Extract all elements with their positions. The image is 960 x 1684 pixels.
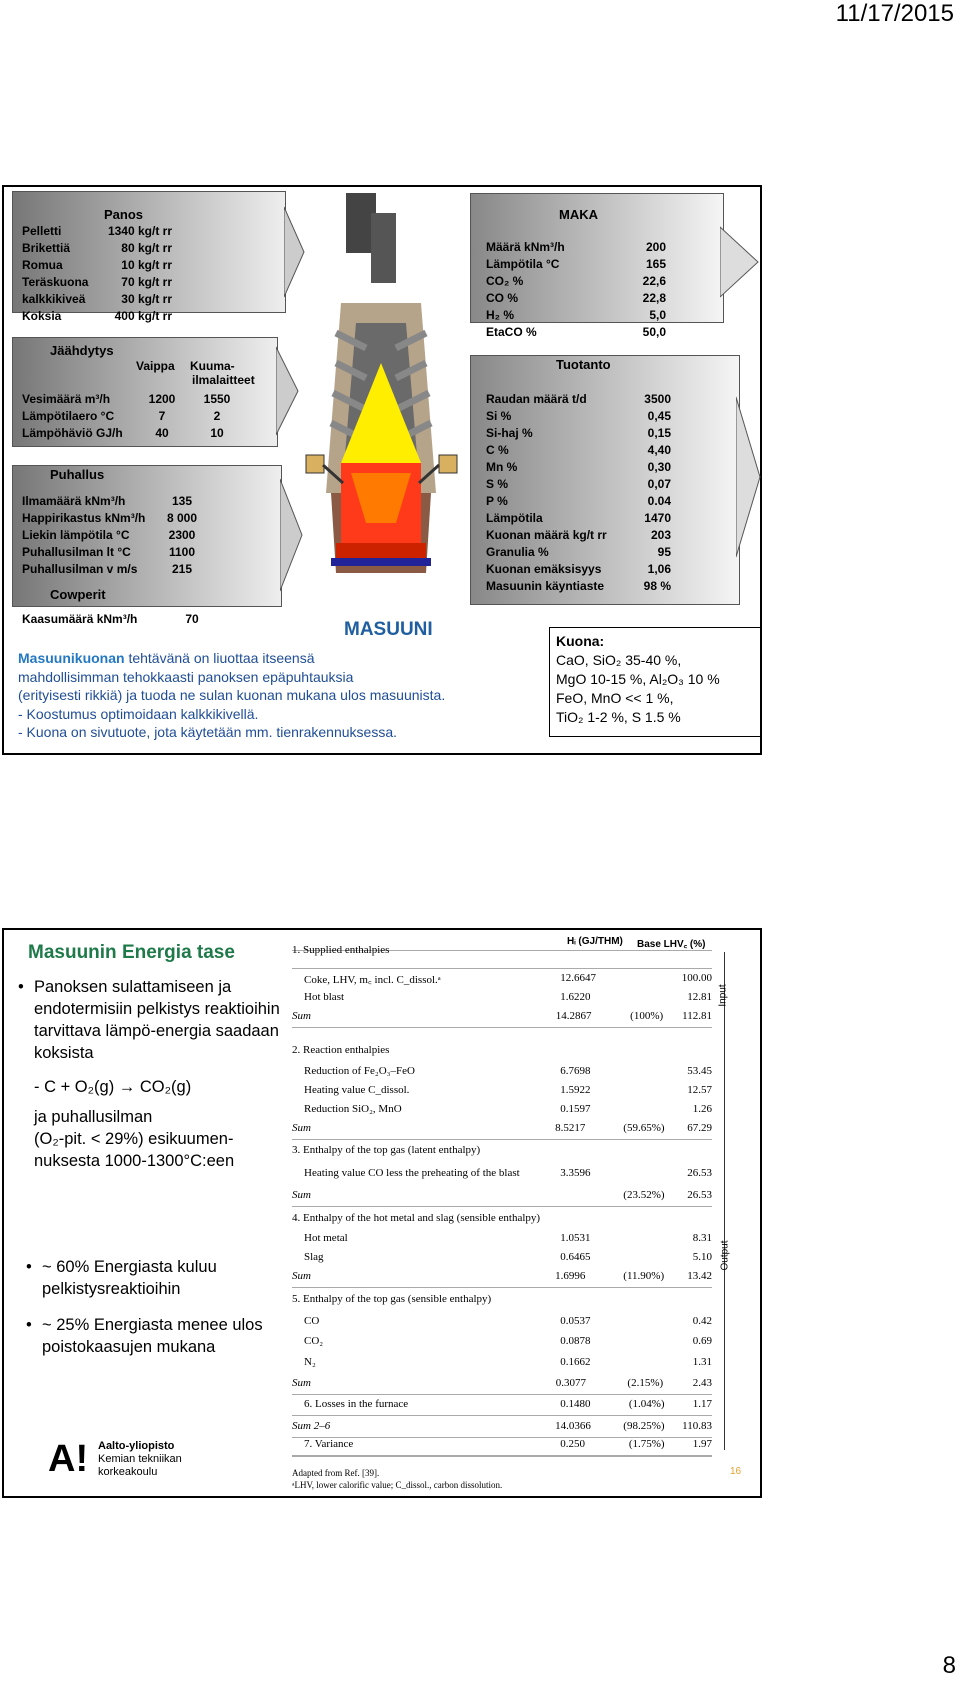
enthalpy-row <box>292 1084 712 1096</box>
enthalpy-cell-c2: 1.6996 <box>555 1270 586 1282</box>
enthalpy-row <box>292 991 712 1003</box>
enthalpy-cell-c4: 110.83 <box>682 1420 712 1432</box>
enthalpy-row <box>292 1122 712 1134</box>
enthalpy-cell-c4: 100.00 <box>681 972 712 984</box>
table-rule <box>292 1027 712 1028</box>
enthalpy-cell-c2: 1.0531 <box>560 1232 591 1244</box>
enthalpy-cell-c3 <box>627 1335 665 1347</box>
enthalpy-cell-c3 <box>624 1293 663 1305</box>
enthalpy-cell-c4 <box>663 1044 712 1056</box>
enthalpy-cell-c3: (11.90%) <box>623 1270 665 1282</box>
enthalpy-cell-c3: (1.04%) <box>628 1398 665 1410</box>
enthalpy-cell-c1: Sum <box>292 1122 311 1134</box>
bullet-60: • ~ 60% Energiasta kuluu pelkistysreaktioihin <box>26 1256 272 1300</box>
enthalpy-cell-c3 <box>627 1356 665 1368</box>
input-label: Input <box>717 984 729 1007</box>
slide-masuuni <box>2 185 762 755</box>
enthalpy-cell-c1: Coke, LHV, m꜀ incl. C_dissol.ᵃ <box>304 974 441 986</box>
enthalpy-row <box>292 1293 712 1305</box>
enthalpy-cell-c3: (98.25%) <box>623 1420 665 1432</box>
enthalpy-cell-c2: 0.1662 <box>560 1356 591 1368</box>
slide2-title: Masuunin Energia tase <box>28 942 235 963</box>
enthalpy-cell-c1: 6. Losses in the furnace <box>304 1398 409 1410</box>
reaction-line: - C + O₂(g) → CO₂(g) <box>34 1078 192 1096</box>
enthalpy-row <box>292 1335 712 1347</box>
enthalpy-cell-c4: 112.81 <box>682 1010 712 1022</box>
enthalpy-cell-c2: 0.0878 <box>560 1335 591 1347</box>
enthalpy-cell-c1: Reduction SiO₂, MnO <box>304 1103 402 1115</box>
enthalpy-row <box>292 1270 712 1282</box>
enthalpy-table <box>292 930 752 1498</box>
enthalpy-cell-c3 <box>627 1167 665 1179</box>
panos-title: Panos <box>104 207 144 222</box>
enthalpy-row <box>292 1144 712 1156</box>
maka-arrow-tip <box>720 207 760 317</box>
enthalpy-row <box>292 1103 712 1115</box>
enthalpy-cell-c1: 4. Enthalpy of the hot metal and slag (sensible enthalpy) <box>292 1212 541 1224</box>
enthalpy-row <box>292 1044 712 1056</box>
output-label: Output <box>719 1240 731 1271</box>
jaahdytys-arrow-tip <box>276 333 300 449</box>
enthalpy-cell-c2: 12.6647 <box>560 972 596 984</box>
enthalpy-row <box>292 1438 712 1450</box>
enthalpy-cell-c4: 1.26 <box>692 1103 712 1115</box>
enthalpy-cell-c2: 1.6220 <box>560 991 591 1003</box>
blast-furnace-illustration <box>301 193 461 613</box>
enthalpy-cell-c3 <box>627 1232 665 1244</box>
enthalpy-cell-c1: Sum 2–6 <box>292 1420 331 1432</box>
table-rule <box>292 1415 712 1416</box>
enthalpy-cell-c4: 8.31 <box>692 1232 712 1244</box>
enthalpy-cell-c4 <box>663 944 712 956</box>
enthalpy-cell-c2 <box>556 1293 624 1305</box>
tuotanto-title: Tuotanto <box>556 357 611 372</box>
enthalpy-cell-c2: 0.250 <box>560 1438 585 1450</box>
enthalpy-cell-c2: 1.5922 <box>560 1084 591 1096</box>
puhallus-table: Ilmamäärä kNm³/h 135 Happirikastus kNm³/h 8 000 Liekin lämpötila °C 2300 Puhallusilman lt °C 1100 Puhallusilman v m/s 215 <box>22 494 198 576</box>
slide-energia-tase: Masuunin Energia tase • Panoksen sulattamiseen ja endotermisiin pelkistys reaktioihin tarvittava lämpö-energia saadaan koksista - C + O₂(g) → CO₂(g) ja puhallusilman (O₂-pit. < 29%) esikuumen- nuksesta 1000-1300°C:een • ~ 60% Energiasta kuluu pelkistysreaktioihin • ~ 25% Energiasta menee ulos poistokaasujen mukana A! Aalto-yliopisto Kemian tekniikan korkeakoulu Hᵢ (GJ/THM) Base LHV꜀ (%) 1. Supplied enthalpies Coke, LHV, m꜀ incl. C_dissol.ᵃ 12.6647 100.00 Hot blast 1.6220 12.81 Sum 14.2867 (100%) 112.81 2. Reaction enthalpies Reduction of Fe₂O₃–FeO 6.7698 53.45 Heating value C_dissol. 1.5922 12.57 Reduction SiO₂, MnO 0.1597 1.26 Sum 8.5217 (59.65%) 67.29 3. Enthalpy of the top gas (latent enthalpy) Heating value CO less the preheating of the blast 3.3596 26.53 Sum (23.52%) 26.53 4. Enthalpy of the hot metal and slag (sensible enthalpy) Hot metal 1.0531 8.31 Slag 0.6465 5.10 Sum 1.6996 (11.90%) 13.42 5. Enthalpy of the top gas (sensible enthalpy) CO 0.0537 0.42 CO₂ 0.0878 0.69 N₂ 0.1662 1.31 Sum 0.3077 (2.15%) 2.43 6. Losses in the furnace 0.1480 (1.04%) 1.17 Sum 2–6 14.0366 (98.25%) 110.83 7. Variance 0.250 (1.75%) 1.97 Adapted from Ref. [39]. ᵃLHV, lower calorific value; C_dissol., carbon dissolution. 16 Input Output <box>2 928 762 1498</box>
enthalpy-cell-c3 <box>627 972 665 987</box>
aalto-a-icon: A! <box>48 1438 89 1480</box>
enthalpy-row <box>292 1251 712 1263</box>
enthalpy-cell-c4: 0.69 <box>692 1335 712 1347</box>
page-number: 8 <box>942 1652 956 1679</box>
enthalpy-cell-c4: 12.57 <box>687 1084 712 1096</box>
enthalpy-cell-c3 <box>627 1065 665 1077</box>
enthalpy-cell-c1: Sum <box>292 1270 311 1282</box>
enthalpy-cell-c4: 1.97 <box>692 1438 712 1450</box>
cowperit-title: Cowperit <box>50 587 106 602</box>
enthalpy-cell-c2: 6.7698 <box>560 1065 591 1077</box>
enthalpy-cell-c4: 53.45 <box>687 1065 712 1077</box>
enthalpy-cell-c1: 2. Reaction enthalpies <box>292 1044 390 1056</box>
enthalpy-cell-c1: CO <box>304 1315 320 1327</box>
slide1-description: Masuunikuonan tehtävänä on liuottaa itseensä mahdollisimman tehokkaasti panoksen epäpuhtauksia (erityisesti rikkiä) ja tuoda ne sulan kuonan mukana ulos masuunista. - Koostumus optimoidaan kalkkikivellä. - Kuona on sivutuote, jota käytetään mm. tienrakennuksessa. <box>18 650 446 740</box>
enthalpy-cell-c2: 14.2867 <box>555 1010 592 1022</box>
enthalpy-cell-c3: (2.15%) <box>627 1377 664 1389</box>
footnote-2: ᵃLHV, lower calorific value; C_dissol., carbon dissolution. <box>292 1480 503 1490</box>
enthalpy-cell-c1: Hot metal <box>304 1232 348 1244</box>
puhallus-title: Puhallus <box>50 467 105 482</box>
enthalpy-cell-c4: 26.53 <box>687 1167 712 1179</box>
enthalpy-row <box>292 944 712 956</box>
bullet-25: • ~ 25% Energiasta menee ulos poistokaasujen mukana <box>26 1314 272 1358</box>
enthalpy-cell-c2: 0.3077 <box>555 1377 586 1389</box>
enthalpy-cell-c3 <box>627 991 665 1003</box>
enthalpy-cell-c2 <box>556 1212 624 1224</box>
enthalpy-cell-c1: Sum <box>292 1377 311 1389</box>
enthalpy-cell-c3 <box>627 1251 665 1263</box>
enthalpy-cell-c1: Heating value C_dissol. <box>304 1084 410 1096</box>
panos-table: Pelletti 1340 kg/t rr Brikettiä 80 kg/t rr Romua 10 kg/t rr Teräskuona 70 kg/t rr kalkkikiveä 30 kg/t rr Koksia 400 kg/t rr <box>22 224 172 323</box>
bullet-panoksen: • Panoksen sulattamiseen ja endotermisiin pelkistys reaktioihin tarvittava lämpö-energia saadaan koksista <box>18 976 284 1064</box>
table-rule <box>292 1394 712 1395</box>
kuona-box: Kuona: CaO, SiO₂ 35-40 %, MgO 10-15 %, Al₂O₃ 10 % FeO, MnO << 1 %, TiO₂ 1-2 %, S 1.5 % <box>549 627 761 737</box>
enthalpy-cell-c3 <box>624 1044 663 1056</box>
masuuni-title: MASUUNI <box>344 619 433 640</box>
enthalpy-cell-c3 <box>627 1103 665 1115</box>
jaahdytys-col2: Kuuma- <box>190 359 235 373</box>
enthalpy-cell-c1: 7. Variance <box>304 1438 354 1450</box>
enthalpy-cell-c4 <box>663 1293 712 1305</box>
table-rule <box>292 1139 712 1140</box>
enthalpy-cell-c2 <box>555 1189 623 1201</box>
enthalpy-cell-c4: 1.17 <box>692 1398 712 1410</box>
enthalpy-cell-c1: Hot blast <box>304 991 345 1003</box>
cont-text: ja puhallusilman (O₂-pit. < 29%) esikuumen- nuksesta 1000-1300°C:een <box>34 1108 235 1170</box>
enthalpy-row <box>292 1167 712 1179</box>
enthalpy-cell-c2: 0.1597 <box>560 1103 591 1115</box>
tuotanto-table: Raudan määrä t/d 3500 Si % 0,45 Si-haj % 0,15 C % 4,40 Mn % 0,30 S % 0,07 P % 0.04 Lämpötila 1470 Kuonan määrä kg/t rr 203 Granulia % 95 Kuonan emäksisyys 1,06 Masuunin käyntiaste 98 % <box>486 392 671 593</box>
enthalpy-cell-c3: (23.52%) <box>623 1189 665 1201</box>
enthalpy-cell-c4: 1.31 <box>692 1356 712 1368</box>
col-base: Base LHV꜀ (%) <box>637 939 706 950</box>
enthalpy-cell-c1: Heating value CO less the preheating of the blast <box>304 1167 520 1179</box>
jaahdytys-col2b: ilmalaitteet <box>192 373 255 387</box>
enthalpy-cell-c2: 0.6465 <box>560 1251 591 1263</box>
jaahdytys-table: Vesimäärä m³/h 1200 1550 Lämpötilaero °C 7 2 Lämpöhäviö GJ/h 40 10 <box>22 392 231 440</box>
col-hi: Hᵢ (GJ/THM) <box>567 936 623 947</box>
enthalpy-cell-c4: 12.81 <box>687 991 712 1003</box>
enthalpy-cell-c2: 0.1480 <box>560 1398 591 1410</box>
enthalpy-row <box>292 1065 712 1077</box>
enthalpy-cell-c3 <box>624 944 663 956</box>
enthalpy-cell-c3: (59.65%) <box>623 1122 665 1134</box>
maka-table: Määrä kNm³/h 200 Lämpötila °C 165 CO₂ % 22,6 CO % 22,8 H₂ % 5,0 EtaCO % 50,0 <box>486 240 666 339</box>
enthalpy-row <box>292 972 712 987</box>
tuotanto-arrow-tip <box>736 387 762 567</box>
footnote-1: Adapted from Ref. [39]. <box>292 1468 380 1478</box>
enthalpy-cell-c2: 8.5217 <box>555 1122 586 1134</box>
enthalpy-cell-c2: 14.0366 <box>555 1420 591 1432</box>
enthalpy-cell-c1: Sum <box>292 1010 311 1022</box>
enthalpy-row <box>292 1010 712 1022</box>
enthalpy-cell-c1: Sum <box>292 1189 311 1201</box>
enthalpy-row <box>292 1232 712 1244</box>
enthalpy-cell-c4 <box>663 1144 712 1156</box>
enthalpy-cell-c1: 1. Supplied enthalpies <box>292 944 390 956</box>
enthalpy-cell-c2: 3.3596 <box>560 1167 591 1179</box>
enthalpy-row <box>292 1398 712 1410</box>
table-rule <box>292 1287 712 1288</box>
enthalpy-row <box>292 1212 712 1224</box>
enthalpy-row <box>292 1420 712 1432</box>
enthalpy-cell-c3 <box>627 1084 665 1096</box>
enthalpy-cell-c3 <box>624 1144 663 1156</box>
enthalpy-row <box>292 1315 712 1327</box>
table-rule <box>292 1206 712 1207</box>
enthalpy-cell-c4: 67.29 <box>687 1122 712 1134</box>
enthalpy-cell-c3: (100%) <box>630 1010 664 1022</box>
cowperit-row: Kaasumäärä kNm³/h 70 <box>22 612 199 626</box>
date: 11/17/2015 <box>835 0 954 27</box>
enthalpy-cell-c4: 2.43 <box>692 1377 712 1389</box>
enthalpy-cell-c3 <box>627 1315 665 1327</box>
enthalpy-cell-c2 <box>556 944 624 956</box>
enthalpy-cell-c4: 13.42 <box>687 1270 712 1282</box>
enthalpy-cell-c1: Slag <box>304 1251 324 1263</box>
enthalpy-cell-c1: 5. Enthalpy of the top gas (sensible enthalpy) <box>292 1293 492 1305</box>
enthalpy-cell-c1: 3. Enthalpy of the top gas (latent enthalpy) <box>292 1144 481 1156</box>
maka-title: MAKA <box>559 207 598 222</box>
jaahdytys-col1: Vaippa <box>136 359 175 373</box>
jaahdytys-title: Jäähdytys <box>50 343 114 358</box>
enthalpy-row <box>292 1377 712 1389</box>
enthalpy-cell-c3: (1.75%) <box>628 1438 665 1450</box>
enthalpy-cell-c4: 5.10 <box>692 1251 712 1263</box>
slide-number: 16 <box>730 1466 742 1477</box>
enthalpy-cell-c4: 26.53 <box>687 1189 712 1201</box>
enthalpy-cell-c4: 0.42 <box>692 1315 712 1327</box>
enthalpy-cell-c4 <box>663 1212 712 1224</box>
enthalpy-cell-c1: N₂ <box>304 1356 316 1368</box>
enthalpy-row <box>292 1189 712 1201</box>
enthalpy-row <box>292 1356 712 1368</box>
enthalpy-cell-c2 <box>556 1044 624 1056</box>
enthalpy-cell-c1: CO₂ <box>304 1335 324 1347</box>
enthalpy-cell-c1: Reduction of Fe₂O₃–FeO <box>304 1065 415 1077</box>
enthalpy-cell-c2: 0.0537 <box>560 1315 591 1327</box>
enthalpy-cell-c2 <box>556 1144 624 1156</box>
enthalpy-cell-c3 <box>624 1212 663 1224</box>
